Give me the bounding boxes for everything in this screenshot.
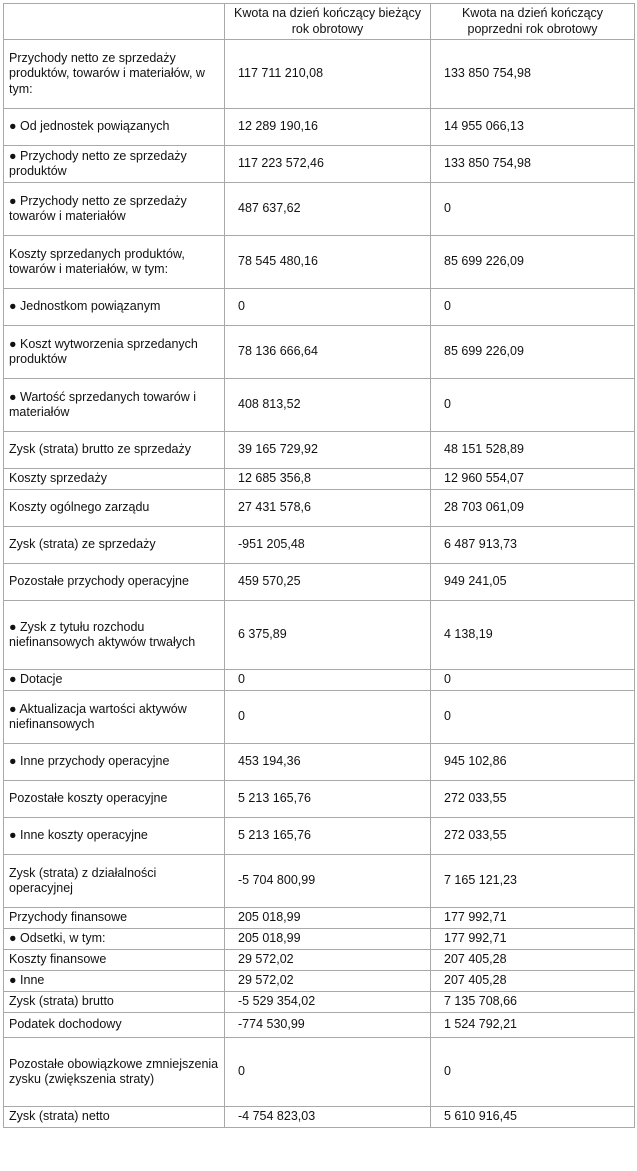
table-row: [4, 469, 635, 490]
row-label: Przychody netto ze sprzedaży produktów, towarów i materiałów, w tym:: [4, 40, 225, 109]
row-label: Zysk (strata) brutto ze sprzedaży: [4, 432, 225, 469]
table-row: [4, 971, 635, 992]
row-label: Przychody finansowe: [4, 908, 225, 929]
row-label: ● Koszt wytworzenia sprzedanych produktów: [4, 326, 225, 379]
previous-year-value: 177 992,71: [431, 908, 635, 929]
current-year-value: 117 711 210,08: [225, 40, 431, 109]
current-year-value: 408 813,52: [225, 379, 431, 432]
header-empty-cell: [4, 4, 225, 40]
row-label: Koszty finansowe: [4, 950, 225, 971]
current-year-value: -4 754 823,03: [225, 1107, 431, 1128]
previous-year-value: 14 955 066,13: [431, 109, 635, 146]
table-row: [4, 1038, 635, 1107]
previous-year-value: 85 699 226,09: [431, 326, 635, 379]
current-year-value: 0: [225, 289, 431, 326]
current-year-value: -5 529 354,02: [225, 992, 431, 1013]
current-year-value: 78 136 666,64: [225, 326, 431, 379]
table-row: [4, 601, 635, 670]
row-label: ● Zysk z tytułu rozchodu niefinansowych aktywów trwałych: [4, 601, 225, 670]
row-label: Zysk (strata) brutto: [4, 992, 225, 1013]
current-year-value: 205 018,99: [225, 908, 431, 929]
table-row: [4, 929, 635, 950]
row-label: Koszty sprzedaży: [4, 469, 225, 490]
table-row: [4, 490, 635, 527]
previous-year-value: 7 135 708,66: [431, 992, 635, 1013]
row-label: ● Inne przychody operacyjne: [4, 744, 225, 781]
table-body: [4, 40, 635, 1128]
previous-year-value: 4 138,19: [431, 601, 635, 670]
previous-year-value: 0: [431, 670, 635, 691]
table-row: [4, 1013, 635, 1038]
current-year-value: 487 637,62: [225, 183, 431, 236]
previous-year-value: 0: [431, 183, 635, 236]
row-label: ● Wartość sprzedanych towarów i materiałów: [4, 379, 225, 432]
header-current-year: Kwota na dzień kończący bieżący rok obrotowy: [225, 4, 431, 40]
table-row: [4, 289, 635, 326]
current-year-value: -774 530,99: [225, 1013, 431, 1038]
current-year-value: 29 572,02: [225, 950, 431, 971]
previous-year-value: 0: [431, 1038, 635, 1107]
current-year-value: 205 018,99: [225, 929, 431, 950]
previous-year-value: 177 992,71: [431, 929, 635, 950]
row-label: Koszty sprzedanych produktów, towarów i materiałów, w tym:: [4, 236, 225, 289]
previous-year-value: 7 165 121,23: [431, 855, 635, 908]
table-row: [4, 564, 635, 601]
current-year-value: 459 570,25: [225, 564, 431, 601]
current-year-value: 39 165 729,92: [225, 432, 431, 469]
table-row: [4, 950, 635, 971]
previous-year-value: 12 960 554,07: [431, 469, 635, 490]
current-year-value: 5 213 165,76: [225, 781, 431, 818]
row-label: Pozostałe obowiązkowe zmniejszenia zysku (zwiększenia straty): [4, 1038, 225, 1107]
previous-year-value: 133 850 754,98: [431, 40, 635, 109]
previous-year-value: 133 850 754,98: [431, 146, 635, 183]
row-label: ● Przychody netto ze sprzedaży towarów i materiałów: [4, 183, 225, 236]
header-previous-year: Kwota na dzień kończący poprzedni rok obrotowy: [431, 4, 635, 40]
row-label: ● Dotacje: [4, 670, 225, 691]
previous-year-value: 272 033,55: [431, 781, 635, 818]
current-year-value: -951 205,48: [225, 527, 431, 564]
current-year-value: 29 572,02: [225, 971, 431, 992]
previous-year-value: 0: [431, 379, 635, 432]
table-row: [4, 818, 635, 855]
previous-year-value: 0: [431, 289, 635, 326]
current-year-value: 0: [225, 1038, 431, 1107]
previous-year-value: 48 151 528,89: [431, 432, 635, 469]
table-row: [4, 109, 635, 146]
table-row: [4, 744, 635, 781]
current-year-value: -5 704 800,99: [225, 855, 431, 908]
row-label: Zysk (strata) ze sprzedaży: [4, 527, 225, 564]
table-row: [4, 908, 635, 929]
current-year-value: 5 213 165,76: [225, 818, 431, 855]
row-label: Koszty ogólnego zarządu: [4, 490, 225, 527]
row-label: Zysk (strata) z działalności operacyjnej: [4, 855, 225, 908]
table-row: [4, 855, 635, 908]
current-year-value: 117 223 572,46: [225, 146, 431, 183]
table-row: [4, 183, 635, 236]
previous-year-value: 6 487 913,73: [431, 527, 635, 564]
row-label: ● Jednostkom powiązanym: [4, 289, 225, 326]
previous-year-value: 207 405,28: [431, 950, 635, 971]
table-row: [4, 992, 635, 1013]
previous-year-value: 272 033,55: [431, 818, 635, 855]
financial-statement-table: [3, 3, 635, 1128]
row-label: Podatek dochodowy: [4, 1013, 225, 1038]
row-label: ● Odsetki, w tym:: [4, 929, 225, 950]
current-year-value: 0: [225, 691, 431, 744]
row-label: ● Inne koszty operacyjne: [4, 818, 225, 855]
previous-year-value: 85 699 226,09: [431, 236, 635, 289]
previous-year-value: 1 524 792,21: [431, 1013, 635, 1038]
previous-year-value: 949 241,05: [431, 564, 635, 601]
table-row: [4, 40, 635, 109]
table-row: [4, 236, 635, 289]
table-row: [4, 146, 635, 183]
current-year-value: 0: [225, 670, 431, 691]
row-label: ● Aktualizacja wartości aktywów niefinansowych: [4, 691, 225, 744]
table-row: [4, 527, 635, 564]
current-year-value: 6 375,89: [225, 601, 431, 670]
table-row: [4, 781, 635, 818]
previous-year-value: 945 102,86: [431, 744, 635, 781]
table-row: [4, 1107, 635, 1128]
row-label: ● Od jednostek powiązanych: [4, 109, 225, 146]
previous-year-value: 28 703 061,09: [431, 490, 635, 527]
current-year-value: 27 431 578,6: [225, 490, 431, 527]
row-label: Zysk (strata) netto: [4, 1107, 225, 1128]
previous-year-value: 5 610 916,45: [431, 1107, 635, 1128]
previous-year-value: 0: [431, 691, 635, 744]
previous-year-value: 207 405,28: [431, 971, 635, 992]
current-year-value: 453 194,36: [225, 744, 431, 781]
row-label: ● Przychody netto ze sprzedaży produktów: [4, 146, 225, 183]
row-label: ● Inne: [4, 971, 225, 992]
row-label: Pozostałe koszty operacyjne: [4, 781, 225, 818]
table-row: [4, 670, 635, 691]
table-row: [4, 326, 635, 379]
row-label: Pozostałe przychody operacyjne: [4, 564, 225, 601]
table-row: [4, 379, 635, 432]
table-row: [4, 691, 635, 744]
current-year-value: 12 685 356,8: [225, 469, 431, 490]
header-row: [4, 4, 635, 40]
table-row: [4, 432, 635, 469]
current-year-value: 78 545 480,16: [225, 236, 431, 289]
current-year-value: 12 289 190,16: [225, 109, 431, 146]
